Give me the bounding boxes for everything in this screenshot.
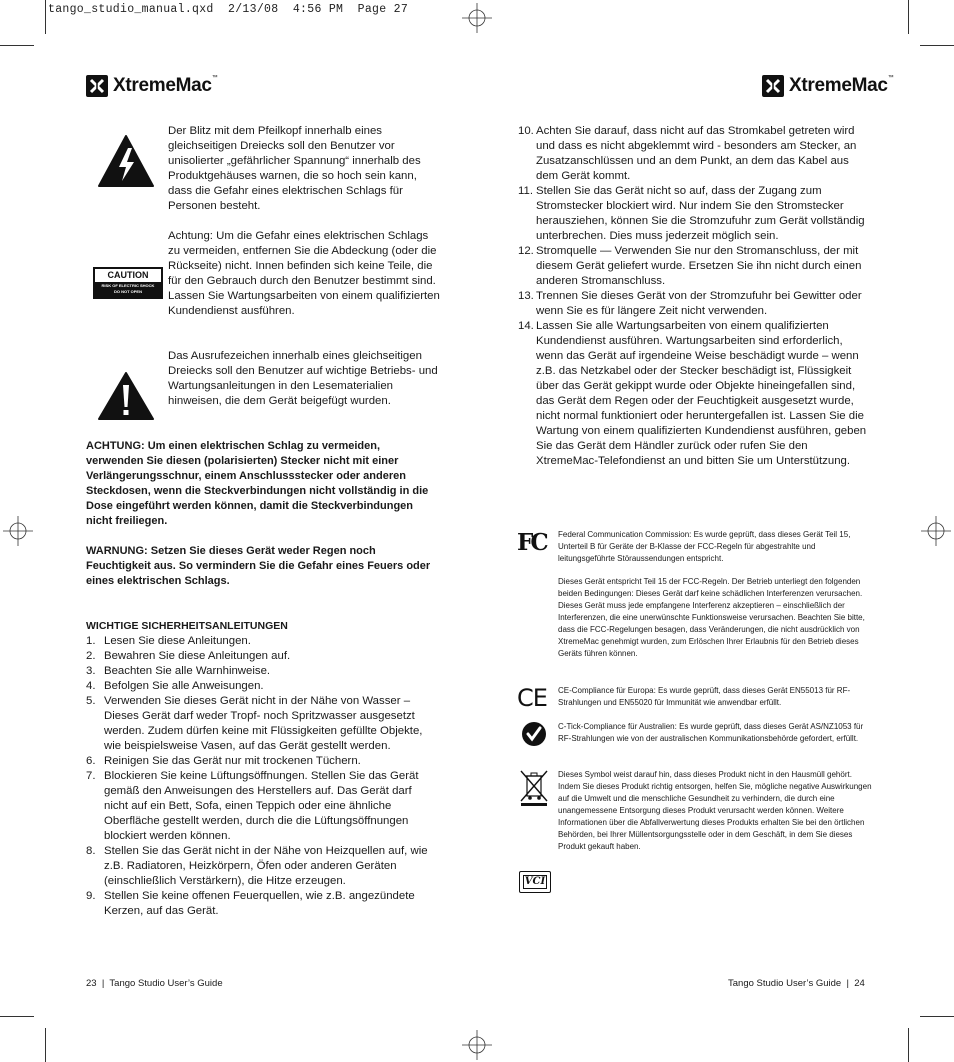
- list-item: 14. Lassen Sie alle Wartungsarbeiten von einem qualifizierten Kundendienst ausführen. Wartungsarbeiten sind erforderlich, wenn das Gerät auf irgendeine Weise beschädigt wurde – wenn z.B. das Netzkabel oder der Stecker beschädigt ist, Flüssigkeit über das Gerät gekippt wurde oder Objekte hineingefallen sind, das Gerät dem Regen oder der Feuchtigkeit ausgesetzt wurde, nicht normal funktioniert oder heruntergefallen ist. Lassen Sie die Wartung von einem qualifizierten Kundendienst ausführen, geben Sie das Gerät dem Händler zurück oder rufen Sie den XtremeMac-Telefondienst an und bitten Sie um Unterstützung.: [518, 320, 867, 467]
- list-item: 5. Verwenden Sie dieses Gerät nicht in der Nähe von Wasser – Dieses Gerät darf weder Tropf- noch Spritzwasser ausgesetzt werden. Zudem dürfen keine mit Flüssigkeiten gefüllte Objekte, wie beispielsweise Vasen, auf das Gerät gestellt werden.: [86, 695, 423, 752]
- registration-mark-icon: [921, 516, 951, 546]
- c-tick-text: C-Tick-Compliance für Australien: Es wurde geprüft, dass dieses Gerät AS/NZ1053 für RF-Strahlungen wie von der australischen Kommunikationsbehörde gefordert, erfüllt.: [558, 722, 864, 743]
- list-item: 4. Befolgen Sie alle Anweisungen.: [86, 680, 264, 692]
- list-item: 11. Stellen Sie das Gerät nicht so auf, dass der Zugang zum Stromstecker blockiert wird. Nur indem Sie den Stromstecker herausziehen, können Sie die Stromzufuhr zum Gerät vollständig unterbrechen. Dies muss jederzeit möglich sein.: [518, 185, 865, 242]
- crop-mark: [920, 45, 954, 46]
- lightning-warning-icon: [97, 134, 155, 188]
- brand-name: XtremeMac™: [789, 75, 894, 96]
- list-item: 8. Stellen Sie das Gerät nicht in der Nähe von Heizquellen auf, wie z.B. Radiatoren, Heizkörpern, Öfen oder anderen Geräten (einschließlich Verstärkern), die Hitze erzeugen.: [86, 845, 428, 887]
- crop-mark: [920, 1016, 954, 1017]
- list-item: 6. Reinigen Sie das Gerät nur mit trockenen Tüchern.: [86, 755, 361, 767]
- c-tick-icon: [521, 721, 547, 747]
- ce-mark-icon: [517, 685, 551, 711]
- xtrememac-logo-icon: [762, 75, 784, 97]
- lightning-warning-text: Der Blitz mit dem Pfeilkopf innerhalb eines gleichseitigen Dreiecks soll den Benutzer vor unisolierter „gefährlicher Spannung“ innerhalb des Produktgehäuses warnen, die so hoch sein kann, dass die Gefahr eines elektrischen Schlags für Personen besteht.: [168, 125, 421, 212]
- crop-mark: [0, 45, 34, 46]
- caution-line1: RISK OF ELECTRIC SHOCK: [101, 283, 155, 288]
- xtrememac-logo-icon: [86, 75, 108, 97]
- fcc-mark-icon: [517, 530, 551, 556]
- list-item: 7. Blockieren Sie keine Lüftungsöffnungen. Stellen Sie das Gerät gemäß den Anweisungen des Herstellers auf. Das Gerät darf nicht auf ein Bett, Sofa, einen Teppich oder eine ähnliche Oberfläche gestellt werden, durch die die Lüftungsöffnungen blockiert werden können.: [86, 770, 419, 842]
- weee-text: Dieses Symbol weist darauf hin, dass dieses Produkt nicht in den Hausmüll gehört. Indem Sie dieses Produkt richtig entsorgen, helfen Sie, mögliche negative Auswirkungen auf die Umwelt und die menschliche Gesundheit zu verhindern, die durch eine unangemessene Entsorgung dieses Produkt verursacht werden können. Weitere Informationen über die Abfallverwertung dieses Produkts erhalten Sie bei den örtlichen Behörden, bei Ihrer Müllentsorgungsstelle oder in dem Geschäft, in dem Sie dieses Produkt gekauft haben.: [558, 770, 872, 851]
- printer-slug: tango_studio_manual.qxd 2/13/08 4:56 PM Page 27: [48, 3, 409, 16]
- brand-logo-right: [762, 73, 893, 99]
- list-item: 1. Lesen Sie diese Anleitungen.: [86, 635, 251, 647]
- safety-list-right: [518, 124, 870, 469]
- safety-list-left: [86, 634, 436, 919]
- brand-logo-left: [86, 73, 217, 99]
- fcc-text-2: Dieses Gerät entspricht Teil 15 der FCC-Regeln. Der Betrieb unterliegt den folgenden beiden Bedingungen: Dieses Gerät darf keine schädlichen Interferenzen verursachen. Dieses Gerät muss jede empfangene Interferenz akzeptieren – einschließlich der Interferenzen, die eine unerwünschte Funktionsweise verursachen. Beachten Sie bitte, dass die FCC-Regelungen besagen, dass Veränderungen, die nicht ausdrücklich von XtremeMac genehmigt wurden, zum Erlöschen Ihrer Erlaubnis für den Betrieb dieses Geräts führen können.: [558, 577, 865, 658]
- crop-mark: [0, 1016, 34, 1017]
- weee-bin-icon: [518, 768, 550, 808]
- crop-mark: [908, 1028, 909, 1062]
- caution-title: CAUTION: [95, 269, 161, 282]
- caution-text: Achtung: Um die Gefahr eines elektrischen Schlags zu vermeiden, entfernen Sie die Abdeckung (oder die Rückseite) nicht. Innen befinden sich keine Teile, die für den Gebrauch durch den Benutzer bestimmt sind. Lassen Sie Wartungsarbeiten von einem qualifizierten Kundendienst ausführen.: [168, 230, 440, 317]
- list-item: 13. Trennen Sie dieses Gerät von der Stromzufuhr bei Gewitter oder wenn Sie es für längere Zeit nicht verwenden.: [518, 290, 862, 317]
- vci-mark-icon: [519, 871, 551, 893]
- list-item: 10. Achten Sie darauf, dass nicht auf das Stromkabel getreten wird und dass es nicht abgeklemmt wird - besonders am Stecker, an Zusatzanschlüssen und an dem Punkt, an dem das Kabel aus dem Gerät kommt.: [518, 125, 857, 182]
- ce-mark-text: CE: [517, 684, 547, 712]
- crop-mark: [45, 0, 46, 34]
- footer-right: Tango Studio User’s Guide | 24: [728, 978, 865, 989]
- fcc-mark-text: FC: [517, 529, 546, 556]
- caution-line2: DO NOT OPEN: [113, 289, 142, 294]
- registration-mark-icon: [462, 3, 492, 33]
- safety-heading: WICHTIGE SICHERHEITSANLEITUNGEN: [86, 620, 288, 632]
- list-item: 2. Bewahren Sie diese Anleitungen auf.: [86, 650, 291, 662]
- registration-mark-icon: [3, 516, 33, 546]
- list-item: 12. Stromquelle — Verwenden Sie nur den Stromanschluss, der mit diesem Gerät geliefert wurde. Ersetzen Sie ihn nicht durch einen anderen Stromanschluss.: [518, 245, 862, 287]
- vci-mark-text: VCI: [524, 876, 546, 887]
- brand-name: XtremeMac™: [113, 75, 218, 96]
- registration-mark-icon: [462, 1030, 492, 1060]
- caution-label: [93, 267, 163, 299]
- list-item: 9. Stellen Sie keine offenen Feuerquellen, wie z.B. angezündete Kerzen, auf das Gerät.: [86, 890, 415, 917]
- exclamation-warning-icon: [97, 371, 155, 421]
- achtung-paragraph: ACHTUNG: Um einen elektrischen Schlag zu vermeiden, verwenden Sie diesen (polarisierten) Stecker nicht mit einer Verlängerungsschnur, einem Anschlussstecker oder anderen Steckdosen, wenn die Steckverbindungen nicht vollständig in die Dose eingeführt werden können, damit die Steckverbindungen nicht freiliegen.: [86, 440, 429, 527]
- crop-mark: [908, 0, 909, 34]
- fcc-text-1: Federal Communication Commission: Es wurde geprüft, dass dieses Gerät Teil 15, Unterteil B für Geräte der B-Klasse der FCC-Regeln für abgestrahlte und leitungsgeführte Störaussendungen entspricht.: [558, 530, 851, 563]
- footer-left: 23 | Tango Studio User’s Guide: [86, 978, 223, 989]
- crop-mark: [45, 1028, 46, 1062]
- warnung-paragraph: WARNUNG: Setzen Sie dieses Gerät weder Regen noch Feuchtigkeit aus. So vermindern Sie die Gefahr eines Feuers oder eines elektrischen Schlags.: [86, 545, 431, 587]
- ce-text: CE-Compliance für Europa: Es wurde geprüft, dass dieses Gerät EN55013 für RF-Strahlungen und EN55020 für Immunität wie anwendbar erfüllt.: [558, 686, 851, 707]
- list-item: 3. Beachten Sie alle Warnhinweise.: [86, 665, 271, 677]
- exclamation-warning-text: Das Ausrufezeichen innerhalb eines gleichseitigen Dreiecks soll den Benutzer auf wichtige Betriebs- und Wartungsanleitungen in den Lesematerialien hinweisen, die dem Gerät beigefügt wurden.: [168, 350, 438, 407]
